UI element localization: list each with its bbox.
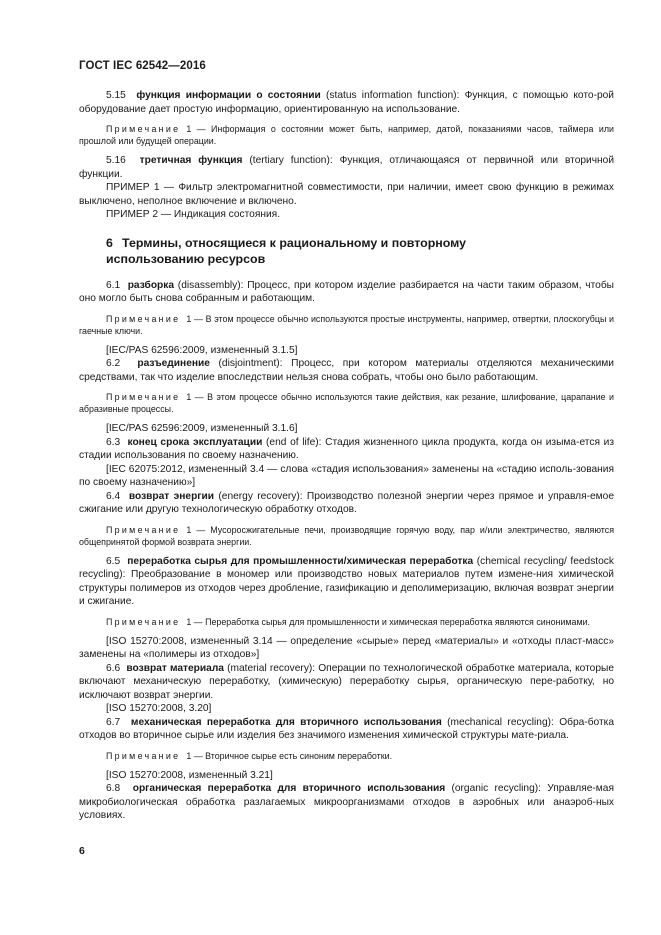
note-label: Примечание [106,392,181,402]
note-label: Примечание [106,524,181,535]
term-6-6 [79,662,614,703]
note-6-7 [79,750,614,762]
term-number: 6.6 [106,662,121,674]
term-6-1 [79,279,614,306]
term-6-3 [79,436,614,463]
source-6-1: [IEC/PAS 62596:2009, измененный 3.1.5] [106,344,298,356]
term-definition: (disjointment): Процесс, при котором материалы отделяются механическими средствами, так что изделие впоследствии нельзя снова собрать, чтобы оно было работающим. [79,358,614,383]
note-6-4 [79,524,614,548]
term-title: разборка [127,279,175,291]
note-text: 1 — Мусоросжигательные печи, производящие горячую воду, пар и/или электричество, являются общепринятой формой возврата энергии. [79,524,614,547]
term-definition: (material recovery): Операции по технологической обработке материала, которые включают механическую переработку, (химическую) переработку сырья, органическую пере-работку, но исключают возврат энергии. [79,662,614,701]
page-number: 6 [79,845,85,857]
term-title: органическая переработка для вторичного использования [132,783,446,794]
term-6-4 [79,490,614,517]
note-text: 1 — Информация о состоянии может быть, например, датой, показаниями часов, таймера или прошлой или будущей операции. [79,124,614,146]
example-2: ПРИМЕР 2 — Индикация состояния. [106,209,281,220]
note-label: Примечание [106,313,181,324]
term-number: 6.7 [106,716,121,728]
note-label: Примечание [106,750,181,761]
term-6-8 [79,782,614,823]
term-definition: (organic recycling): Управляе-мая микробиологическая обработка разлагаемых микроорганизмами отходов в аэробных или анаэроб-ных условиях. [79,783,614,821]
term-title: третичная функция [139,155,243,166]
term-number: 6.5 [106,555,121,567]
note-label: Примечание [106,616,181,627]
term-number: 6.1 [106,279,121,291]
source-6-3: [IEC 62075:2012, измененный 3.4 — слова «стадия использования» заменены на «стадию исполь-зования по своему назначению»] [79,463,614,488]
term-5-16 [79,154,614,181]
document-body [79,89,614,823]
section-6-heading [79,235,614,267]
note-6-1 [79,313,614,337]
page-header-standard-id: ГОСТ IEC 62542—2016 [79,60,206,72]
term-title: разъединение [137,358,210,369]
term-5-15 [79,89,614,116]
note-text: 1 — Переработка сырья для промышленности и химическая переработка являются синонимами. [186,616,590,627]
term-number: 6.3 [106,436,121,448]
example-1: ПРИМЕР 1 — Фильтр электромагнитной совместимости, при наличии, имеет свою функцию в режимах выключено, неполное включение и включено. [79,182,614,207]
source-6-6: [ISO 15270:2008, 3.20] [106,703,212,714]
note-text: 1 — В этом процессе обычно используются простые инструменты, например, отвертки, плоскогубцы и гаечные ключи. [79,313,614,336]
term-definition: (energy recovery): Производство полезной энергии через прямое и управля-емое сжигание или другую технологическую обработку отходов. [79,490,614,515]
term-definition: (chemical recycling/ feedstock recycling): Преобразование в мономер или производство новых материалов путем измене-ния химической структуры полимеров из отходов через дробление, газификацию и деполимеризацию, включая возврат энергии и сжигание. [79,555,614,607]
term-definition: (mechanical recycling): Обра-ботка отходов во вторичное сырье или изделия без значимого изменения химической структуры мате-риала. [79,716,614,741]
section-number: 6 [106,235,113,250]
term-6-2 [79,357,614,384]
term-title: механическая переработка для вторичного использования [130,716,442,728]
note-label: Примечание [106,124,181,134]
term-number: 5.15 [106,90,126,101]
term-title: возврат энергии [128,490,215,502]
term-number: 6.2 [106,358,121,369]
term-definition: (disassembly): Процесс, при котором изделие разбирается на части таким образом, чтобы оно могло быть снова собранным и работающим. [79,279,614,304]
term-title: переработка сырья для промышленности/химическая переработка [127,555,474,567]
note-text: 1 — В этом процессе обычно используются такие действия, как резание, шлифование, царапание и абразивные процессы. [79,392,614,414]
term-title: возврат материала [126,662,224,674]
term-number: 6.4 [106,490,121,502]
section-title-line-2: использованию ресурсов [106,251,266,266]
note-text: 1 — Вторичное сырье есть синоним переработки. [186,750,393,761]
note-5-15 [79,123,614,147]
note-6-2 [79,391,614,415]
source-6-7: [ISO 15270:2008, измененный 3.21] [106,769,273,781]
term-6-5 [79,555,614,609]
term-number: 6.8 [106,783,121,794]
term-number: 5.16 [106,155,126,166]
term-definition: (status information function): Функция, с помощью кото-рой оборудование дает простую информацию, ориентированную на использование. [79,90,615,115]
term-6-7 [79,716,614,743]
note-6-5 [79,616,614,628]
term-title: функция информации о состоянии [136,90,321,101]
source-6-5: [ISO 15270:2008, измененный 3.14 — определение «сырые» перед «материалы» и «отходы пласт-масс» заменены на «полимеры из отходов»] [79,635,614,660]
term-title: конец срока эксплуатации [127,436,263,448]
section-title-line-1: Термины, относящиеся к рациональному и повторному [122,235,467,250]
term-definition: (end of life): Стадия жизненного цикла продукта, когда он изыма-ется из стадии использования по своему назначению. [79,436,614,461]
source-6-2: [IEC/PAS 62596:2009, измененный 3.1.6] [106,423,298,434]
term-definition: (tertiary function): Функция, отличающаяся от первичной или вторичной функции. [79,155,615,180]
